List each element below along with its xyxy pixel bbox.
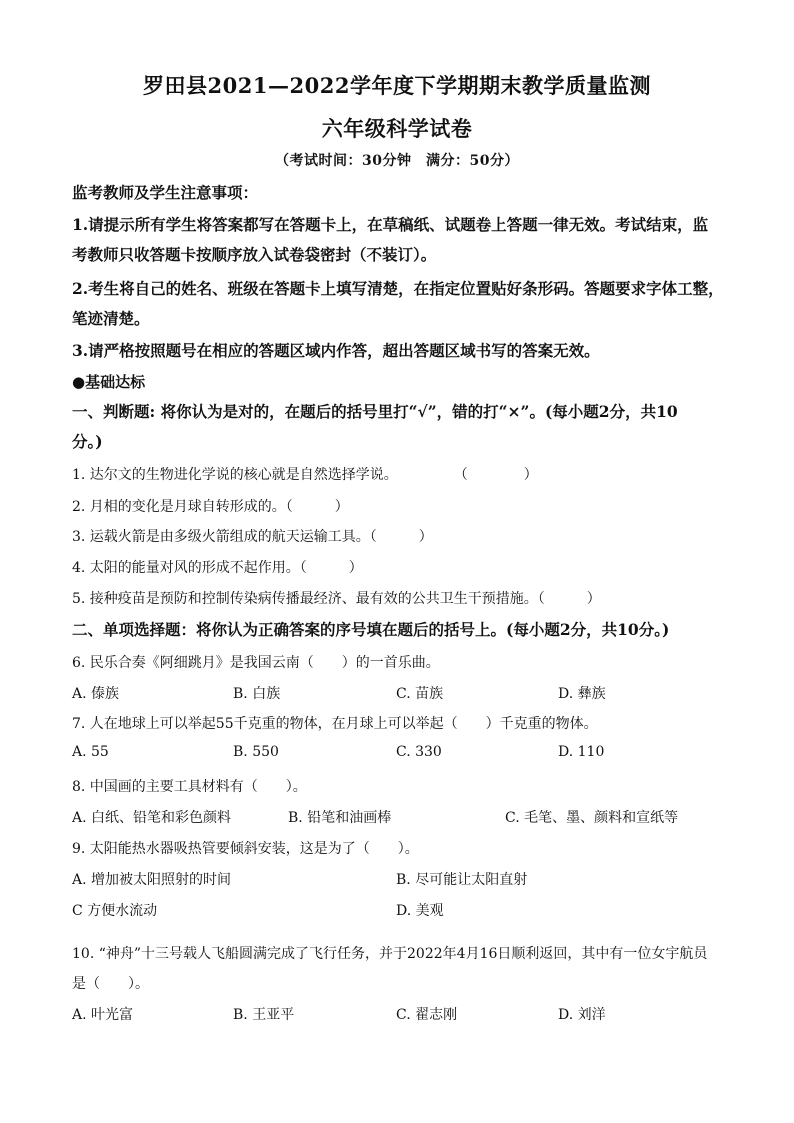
question-1: 1. 达尔文的生物进化学说的核心就是自然选择学说。 （ ） [72,467,538,483]
q9-option-b: B. 尽可能让太阳直射 [396,872,528,888]
part2-heading: 二、单项选择题：将你认为正确答案的序号填在题后的括号上。(每小题2分，共10分。) [72,620,670,639]
q7-option-d: D. 110 [558,744,605,760]
notice-heading: 监考教师及学生注意事项： [72,183,259,202]
q10-option-d: D. 刘洋 [558,1007,606,1023]
q9-option-c: C 方便水流动 [72,903,158,919]
q6-option-c: C. 苗族 [396,686,444,702]
exam-subtitle: 六年级科学试卷 [321,116,473,141]
q8-option-a: A. 白纸、铅笔和彩色颜料 [72,810,232,826]
q6-option-a: A. 傣族 [72,686,120,702]
q7-option-a: A. 55 [72,744,109,760]
q10-option-b: B. 王亚平 [233,1007,295,1023]
question-5: 5. 接种疫苗是预防和控制传染病传播最经济、最有效的公共卫生干预措施。（ ） [72,591,601,607]
q10-option-c: C. 翟志刚 [396,1007,458,1023]
question-10: 10. “神舟”十三号载人飞船圆满完成了飞行任务，并于2022年4月16日顺利返回，其中有一位女宇航员 [72,946,708,962]
q7-option-b: B. 550 [233,744,279,760]
exam-info: （考试时间：30分钟 满分：50分） [275,153,519,169]
notice-item-1: 1.请提示所有学生将答案都写在答题卡上，在草稿纸、试题卷上答题一律无效。考试结束，监 [72,215,709,234]
q10-option-a: A. 叶光富 [72,1007,134,1023]
q7-option-c: C. 330 [396,744,442,760]
exam-title: 罗田县2021—2022学年度下学期期末教学质量监测 [143,73,651,98]
part1-heading-cont: 分。) [72,432,103,451]
q6-option-d: D. 彝族 [558,686,606,702]
q9-option-a: A. 增加被太阳照射的时间 [72,872,232,888]
question-4: 4. 太阳的能量对风的形成不起作用。（ ） [72,560,363,576]
q6-option-b: B. 白族 [233,686,281,702]
q9-option-d: D. 美观 [396,903,444,919]
notice-item-2: 2.考生将自己的姓名、班级在答题卡上填写清楚，在指定位置贴好条形码。答题要求字体工整， [72,279,724,298]
notice-item-3: 3.请严格按照题号在相应的答题区域内作答，超出答题区域书写的答案无效。 [72,341,600,360]
question-8: 8. 中国画的主要工具材料有（ ）。 [72,779,307,795]
q8-option-c: C. 毛笔、墨、颜料和宣纸等 [505,810,679,826]
question-6: 6. 民乐合奏《阿细跳月》是我国云南（ ）的一首乐曲。 [72,655,440,671]
q8-option-b: B. 铅笔和油画棒 [288,810,392,826]
question-7: 7. 人在地球上可以举起55千克重的物体，在月球上可以举起（ ）千克重的物体。 [72,716,598,732]
question-3: 3. 运载火箭是由多级火箭组成的航天运输工具。（ ） [72,529,433,545]
notice-item-2-cont: 笔迹清楚。 [72,309,150,328]
question-10-cont: 是（ ）。 [72,976,149,992]
notice-item-1-cont: 考教师只收答题卡按顺序放入试卷袋密封（不装订）。 [72,245,437,264]
question-9: 9. 太阳能热水器吸热管要倾斜安装，这是为了（ ）。 [72,841,419,857]
question-2: 2. 月相的变化是月球自转形成的。（ ） [72,499,349,515]
section-label: ●基础达标 [72,373,146,391]
part1-heading: 一、判断题: 将你认为是对的，在题后的括号里打“√”，错的打“×”。(每小题2分，共10 [72,402,678,421]
